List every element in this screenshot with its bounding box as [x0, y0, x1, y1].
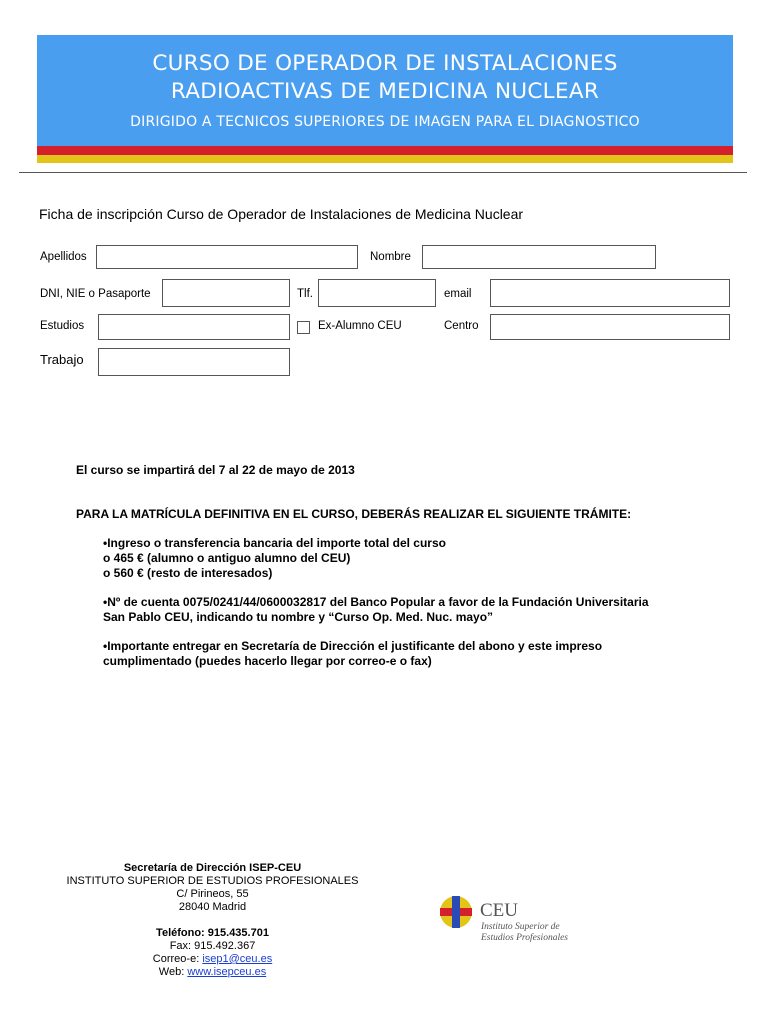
course-title-line1: CURSO DE OPERADOR DE INSTALACIONES	[152, 51, 618, 76]
course-dates: El curso se impartirá del 7 al 22 de mayo de 2013	[76, 463, 355, 477]
ex-alumno-checkbox[interactable]	[297, 321, 310, 334]
payment-bullet	[103, 536, 446, 581]
email-prefix: Correo-e:	[152, 953, 203, 965]
delivery-bullet-line2: cumplimentado (puedes hacerlo llegar por correo-e o fax)	[103, 654, 432, 668]
ex-alumno-label: Ex-Alumno CEU	[318, 320, 402, 332]
email-line	[60, 953, 365, 966]
course-title-line2: RADIOACTIVAS DE MEDICINA NUCLEAR	[170, 79, 600, 104]
payment-bullet-line2: o 465 € (alumno o antiguo alumno del CEU)	[103, 551, 351, 565]
trabajo-label: Trabajo	[40, 352, 84, 367]
email-field[interactable]	[490, 279, 730, 307]
apellidos-field[interactable]	[96, 245, 358, 269]
ceu-logo-name: CEU	[480, 900, 518, 921]
estudios-label: Estudios	[40, 320, 85, 332]
red-stripe	[37, 146, 733, 155]
email-link[interactable]: isep1@ceu.es	[202, 953, 273, 965]
course-title	[37, 50, 733, 106]
ceu-logo-tagline-line2: Estudios Profesionales	[481, 933, 568, 943]
address-city: 28040 Madrid	[178, 901, 247, 913]
tlf-label: Tlf.	[297, 288, 313, 300]
web-prefix: Web:	[158, 966, 188, 978]
payment-bullet-line1: •Ingreso o transferencia bancaria del importe total del curso	[103, 536, 446, 550]
address-street: C/ Pirineos, 55	[176, 888, 249, 900]
tlf-field[interactable]	[318, 279, 436, 307]
divider	[19, 172, 747, 173]
delivery-bullet	[103, 639, 602, 669]
account-bullet	[103, 595, 649, 625]
ceu-logo-tagline	[481, 922, 568, 944]
web-line	[60, 966, 365, 979]
nombre-field[interactable]	[422, 245, 656, 269]
ceu-logo-icon	[439, 895, 473, 929]
course-subtitle: DIRIGIDO A TECNICOS SUPERIORES DE IMAGEN PARA EL DIAGNOSTICO	[130, 114, 640, 130]
email-label: email	[444, 288, 472, 300]
centro-field[interactable]	[490, 314, 730, 340]
payment-bullet-line3: o 560 € (resto de interesados)	[103, 566, 273, 580]
account-bullet-line2: San Pablo CEU, indicando tu nombre y “Curso Op. Med. Nuc. mayo”	[103, 610, 494, 624]
delivery-bullet-line1: •Importante entregar en Secretaría de Dirección el justificante del abono y este impreso	[103, 639, 603, 653]
ceu-logo-tagline-line1: Instituto Superior de	[481, 922, 560, 932]
nombre-label: Nombre	[370, 251, 411, 263]
enrolment-heading: PARA LA MATRÍCULA DEFINITIVA EN EL CURSO, DEBERÁS REALIZAR EL SIGUIENTE TRÁMITE:	[76, 507, 632, 521]
apellidos-label: Apellidos	[40, 251, 87, 263]
web-link[interactable]: www.isepceu.es	[187, 966, 267, 978]
form-title: Ficha de inscripción Curso de Operador de Instalaciones de Medicina Nuclear	[39, 206, 524, 222]
dni-label: DNI, NIE o Pasaporte	[40, 288, 151, 300]
institute-name: INSTITUTO SUPERIOR DE ESTUDIOS PROFESIONALES	[66, 875, 359, 887]
centro-label: Centro	[444, 320, 479, 332]
account-bullet-line1: •Nº de cuenta 0075/0241/44/0600032817 del Banco Popular a favor de la Fundación Universitaria	[103, 595, 649, 609]
dni-field[interactable]	[162, 279, 290, 307]
yellow-stripe	[37, 155, 733, 163]
phone-number: Teléfono: 915.435.701	[156, 927, 269, 939]
trabajo-field[interactable]	[98, 348, 290, 376]
contact-block	[60, 862, 365, 979]
estudios-field[interactable]	[98, 314, 290, 340]
office-name: Secretaría de Dirección ISEP-CEU	[123, 862, 302, 874]
fax-number: Fax: 915.492.367	[169, 940, 256, 952]
